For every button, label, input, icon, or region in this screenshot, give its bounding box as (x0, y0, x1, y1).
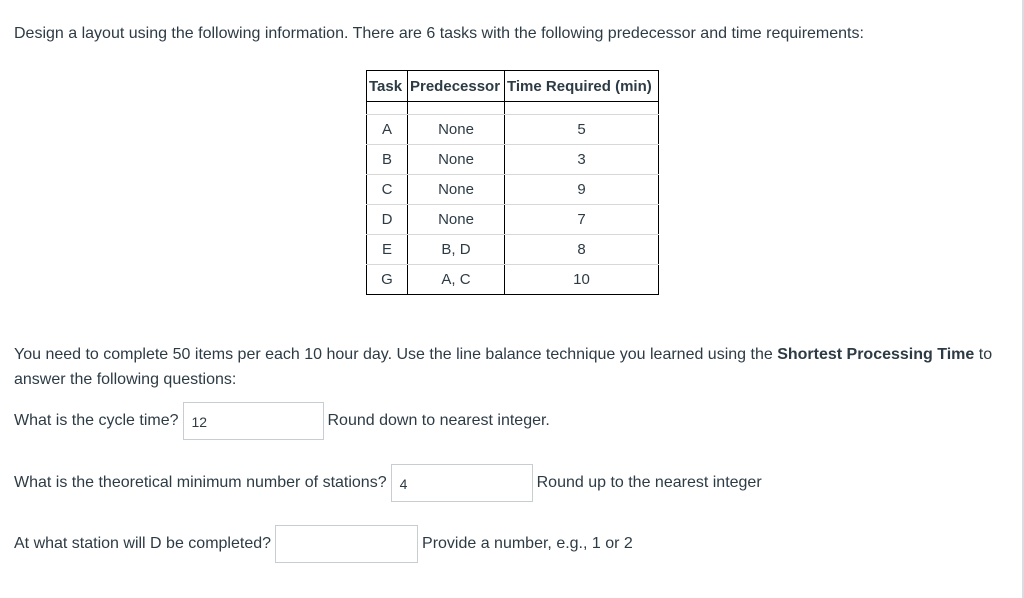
instructions-post: to answer the following questions: (14, 346, 993, 388)
cell-predecessor: None (408, 205, 505, 235)
question-hint: Round down to nearest integer. (327, 412, 550, 429)
cell-time: 3 (505, 145, 659, 175)
question-label: What is the cycle time? (14, 412, 179, 429)
question-cycle-time (14, 402, 550, 440)
instructions-pre: You need to complete 50 items per each 10 hour day. Use the line balance technique you learned using the (14, 346, 778, 363)
table-row (367, 145, 659, 175)
cell-predecessor: B, D (408, 235, 505, 265)
table-row (367, 115, 659, 145)
cell-time: 8 (505, 235, 659, 265)
header-predecessor: Predecessor (408, 71, 505, 102)
question-station-d (14, 525, 633, 563)
cell-task: C (367, 175, 408, 205)
cell-time: 9 (505, 175, 659, 205)
header-time-required: Time Required (min) (505, 71, 659, 102)
question-label: What is the theoretical minimum number of stations? (14, 474, 387, 491)
spacer-cell (408, 102, 505, 115)
instructions-bold: Shortest Processing Time (777, 346, 975, 363)
question-label: At what station will D be completed? (14, 535, 272, 552)
task-table (366, 70, 659, 295)
question-hint: Round up to the nearest integer (536, 474, 762, 491)
table-row (367, 205, 659, 235)
cell-predecessor: None (408, 145, 505, 175)
intro-text: Design a layout using the following information. There are 6 tasks with the following predecessor and time requirements: (14, 25, 864, 42)
cell-time: 5 (505, 115, 659, 145)
table-row (367, 235, 659, 265)
table-row (367, 265, 659, 295)
cell-task: D (367, 205, 408, 235)
cell-time: 10 (505, 265, 659, 295)
cell-task: A (367, 115, 408, 145)
instructions-text (14, 342, 1004, 392)
table-spacer-row (367, 102, 659, 115)
cell-predecessor: A, C (408, 265, 505, 295)
cell-task: B (367, 145, 408, 175)
cell-time: 7 (505, 205, 659, 235)
spacer-cell (505, 102, 659, 115)
cycle-time-input[interactable]: 12 (183, 402, 324, 440)
station-d-input[interactable] (275, 525, 418, 563)
cell-predecessor: None (408, 115, 505, 145)
header-task: Task (367, 71, 408, 102)
question-hint: Provide a number, e.g., 1 or 2 (422, 535, 633, 552)
cell-task: G (367, 265, 408, 295)
spacer-cell (367, 102, 408, 115)
cell-predecessor: None (408, 175, 505, 205)
cell-task: E (367, 235, 408, 265)
table-row (367, 175, 659, 205)
table-header-row (367, 71, 659, 102)
question-min-stations (14, 464, 762, 502)
min-stations-input[interactable]: 4 (391, 464, 533, 502)
